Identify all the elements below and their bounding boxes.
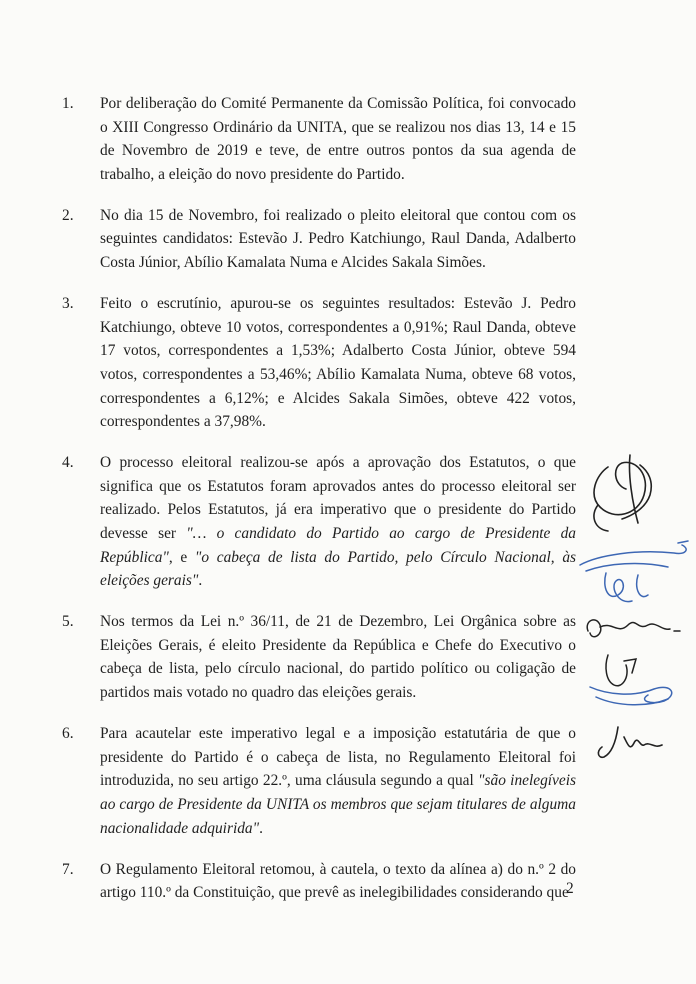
item-number: 3. [62, 295, 74, 313]
signature-6 [598, 727, 662, 757]
margin-signatures [578, 445, 696, 775]
item-number: 6. [62, 725, 74, 743]
list-item [62, 722, 576, 840]
list-item [62, 610, 576, 704]
page-number: 2 [566, 880, 574, 897]
item-number: 5. [62, 613, 74, 631]
item-quote: "… o candidato do Partido ao cargo de Presidente da República" [100, 525, 576, 566]
numbered-list [62, 92, 576, 922]
list-item [62, 451, 576, 593]
item-text-middle: , e [168, 548, 195, 566]
item-text: O processo eleitoral realizou-se após a aprovação dos Estatutos, o que significa que os Estatutos foram aprovados antes do processo eleitoral ser realizado. Pelos Estatutos, já era imperativo que o presidente do Partido devesse ser [100, 454, 576, 542]
item-number: 2. [62, 206, 74, 224]
item-text: Nos termos da Lei n.º 36/11, de 21 de Dezembro, Lei Orgânica sobre as Eleições Gerais, é eleito Presidente da República e Chefe do Executivo o cabeça de lista, pelo círculo nacional, do partido político ou coligação de partidos mais votado no quadro das eleições gerais. [100, 613, 576, 702]
handwritten-signatures-icon [578, 445, 696, 775]
signature-5 [590, 687, 672, 705]
item-quote: "são inelegíveis ao cargo de Presidente da UNITA os membros que sejam titulares de alguma nacionalidade adquirida" [100, 772, 576, 837]
signature-4 [606, 655, 636, 686]
item-quote: "o cabeça de lista do Partido, pelo Círculo Nacional, às eleições gerais" [100, 548, 577, 590]
item-number: 4. [62, 454, 74, 472]
signature-1 [594, 455, 651, 531]
signature-3 [587, 620, 680, 637]
item-text: Feito o escrutínio, apurou-se os seguintes resultados: Estevão J. Pedro Katchiungo, obteve 10 votos, correspondentes a 0,91%; Raul Danda, obteve 17 votos, correspondentes a 1,53%; Adalberto Costa Júnior, obteve 594 votos, correspondentes a 53,46%; Abílio Kamalata Numa, obteve 68 votos, correspondentes a 6,12%; e Alcides Sakala Simões, obteve 422 votos, correspondentes a 37,98%. [100, 295, 576, 431]
list-item [62, 204, 576, 275]
item-text: Por deliberação do Comité Permanente da Comissão Política, foi convocado o XIII Congresso Ordinário da UNITA, que se realizou nos dias 13, 14 e 15 de Novembro de 2019 e teve, de entre outros pontos da sua agenda de trabalho, a eleição do novo presidente do Partido. [100, 95, 576, 183]
item-text: No dia 15 de Novembro, foi realizado o pleito eleitoral que contou com os seguintes candidatos: Estevão J. Pedro Katchiungo, Raul Danda, Adalberto Costa Júnior, Abílio Kamalata Numa e Alcides Sakala Simões. [100, 206, 576, 272]
list-item [62, 292, 576, 434]
item-text-end: . [259, 819, 263, 837]
signature-2 [580, 541, 688, 602]
item-text-end: . [198, 572, 203, 590]
list-item [62, 92, 576, 186]
list-item [62, 858, 576, 905]
item-number: 7. [62, 860, 74, 878]
item-text: Para acautelar este imperativo legal e a imposição estatutária de que o presidente do Partido é o cabeça de lista, no Regulamento Eleitoral foi introduzida, no seu artigo 22.º, uma cláusula segundo a qual [100, 725, 576, 790]
item-text: O Regulamento Eleitoral retomou, à cautela, o texto da alínea a) do n.º 2 do artigo 110.º da Constituição, que prevê as inelegibilidades considerando que [100, 860, 576, 902]
item-number: 1. [62, 95, 74, 112]
